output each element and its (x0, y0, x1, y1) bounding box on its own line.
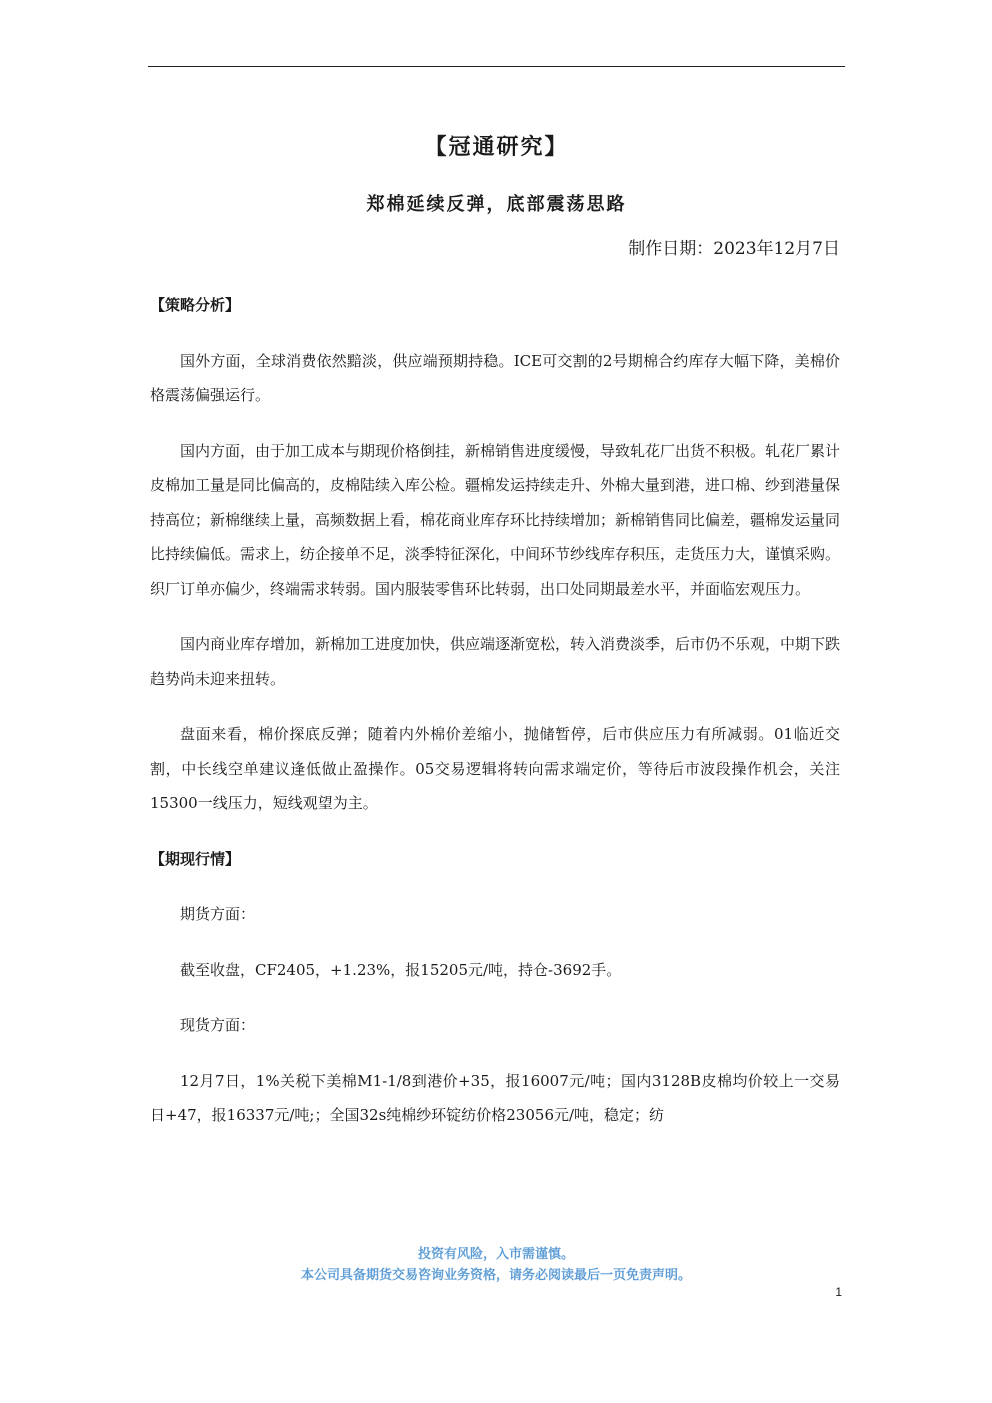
futures-text: 截至收盘，CF2405，+1.23%，报15205元/吨，持仓-3692手。 (180, 960, 622, 979)
report-date: 制作日期：2023年12月7日 (628, 239, 840, 259)
report-body (150, 288, 840, 1154)
footer-notice (0, 1244, 992, 1286)
strategy-paragraph-domestic: 国内方面，由于加工成本与期现价格倒挂，新棉销售进度缓慢，导致轧花厂出货不积极。轧花厂累计皮棉加工量是同比偏高的，皮棉陆续入库公检。疆棉发运持续走升、外棉大量到港，进口棉、纱到港量保持高位；新棉继续上量，高频数据上看，棉花商业库存环比持续增加；新棉销售同比偏差，疆棉发运量同比持续偏低。需求上，纺企接单不足，淡季特征深化，中间环节纱线库存积压，走货压力大，谨慎采购。织厂订单亦偏少，终端需求转弱。国内服装零售环比转弱，出口处同期最差水平，并面临宏观压力。 (150, 441, 841, 598)
page-number: 1 (835, 1285, 842, 1299)
strategy-paragraph-overseas: 国外方面，全球消费依然黯淡，供应端预期持稳。ICE可交割的2号期棉合约库存大幅下降，美棉价格震荡偏强运行。 (150, 351, 840, 404)
brand-title: 【冠通研究】 (424, 134, 569, 160)
spot-label: 现货方面： (180, 1016, 256, 1034)
strategy-paragraph-market: 盘面来看，棉价探底反弹；随着内外棉价差缩小，抛储暂停，后市供应压力有所减弱。01临近交割，中长线空单建议逢低做止盈操作。05交易逻辑将转向需求端定价，等待后市波段操作机会，关注15300一线压力，短线观望为主。 (150, 725, 840, 812)
header-rule (148, 66, 845, 67)
strategy-paragraph-inventory: 国内商业库存增加，新棉加工进度加快，供应端逐渐宽松，转入消费淡季，后市仍不乐观，中期下跌趋势尚未迎来扭转。 (150, 635, 841, 688)
futures-label: 期货方面： (180, 905, 256, 923)
risk-notice: 投资有风险，入市需谨慎。 (417, 1247, 574, 1262)
section-heading-strategy: 【策略分析】 (150, 296, 241, 314)
report-headline: 郑棉延续反弹，底部震荡思路 (366, 194, 627, 215)
section-heading-market: 【期现行情】 (150, 849, 241, 868)
disclaimer-notice: 本公司具备期货交易咨询业务资格，请务必阅读最后一页免责声明。 (300, 1268, 691, 1283)
spot-text: 12月7日，1%关税下美棉M1-1/8到港价+35，报16007元/吨；国内3128B皮棉均价较上一交易日+47，报16337元/吨;；全国32s纯棉纱环锭纺价格23056元/吨，稳定；纺 (150, 1071, 840, 1124)
